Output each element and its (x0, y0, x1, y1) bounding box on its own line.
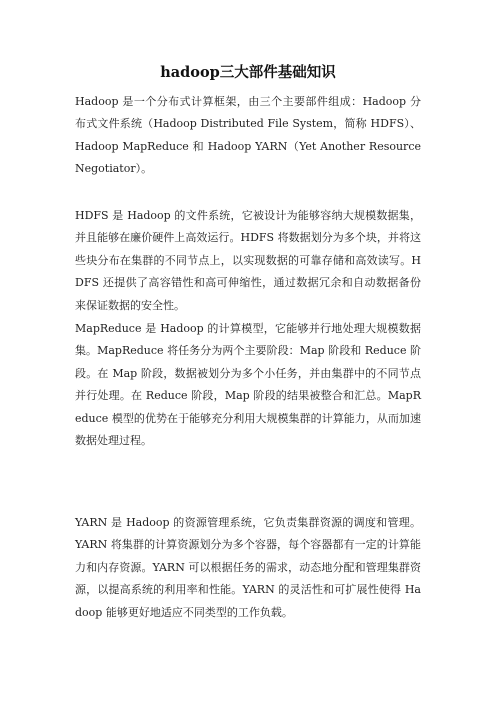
paragraph-hdfs: HDFS 是 Hadoop 的文件系统，它被设计为能够容纳大规模数据集，并且能够在廉价硬件上高效运行。HDFS 将数据划分为多个块，并将这些块分布在集群的不同节点上，以实现数据的可靠存储和高效读写。HDFS 还提供了高容错性和高可伸缩性，通过数据冗余和自动数据备份来保证数据的安全性。 (75, 209, 421, 312)
document-title: hadoop三大部件基础知识 (160, 64, 336, 81)
paragraph-mapreduce: MapReduce 是 Hadoop 的计算模型，它能够并行地处理大规模数据集。MapReduce 将任务分为两个主要阶段：Map 阶段和 Reduce 阶段。在 Map 阶段，数据被划分为多个小任务，并由集群中的不同节点并行处理。在 Reduce 阶段，Map 阶段的结果被整合和汇总。MapReduce 模型的优势在于能够充分利用大规模集群的计算能力，从而加速数据处理过程。 (75, 322, 421, 448)
paragraph-intro: Hadoop 是一个分布式计算框架，由三个主要部件组成：Hadoop 分布式文件系统（Hadoop Distributed File System，简称 HDFS）、Hadoop MapReduce 和 Hadoop YARN（Yet Another Resource Negotiator）。 (75, 95, 421, 176)
paragraph-yarn: YARN 是 Hadoop 的资源管理系统，它负责集群资源的调度和管理。YARN 将集群的计算资源划分为多个容器，每个容器都有一定的计算能力和内存资源。YARN 可以根据任务的需求，动态地分配和管理集群资源，以提高系统的利用率和性能。YARN 的灵活性和可扩展性使得 Hadoop 能够更好地适应不同类型的工作负载。 (75, 516, 421, 619)
